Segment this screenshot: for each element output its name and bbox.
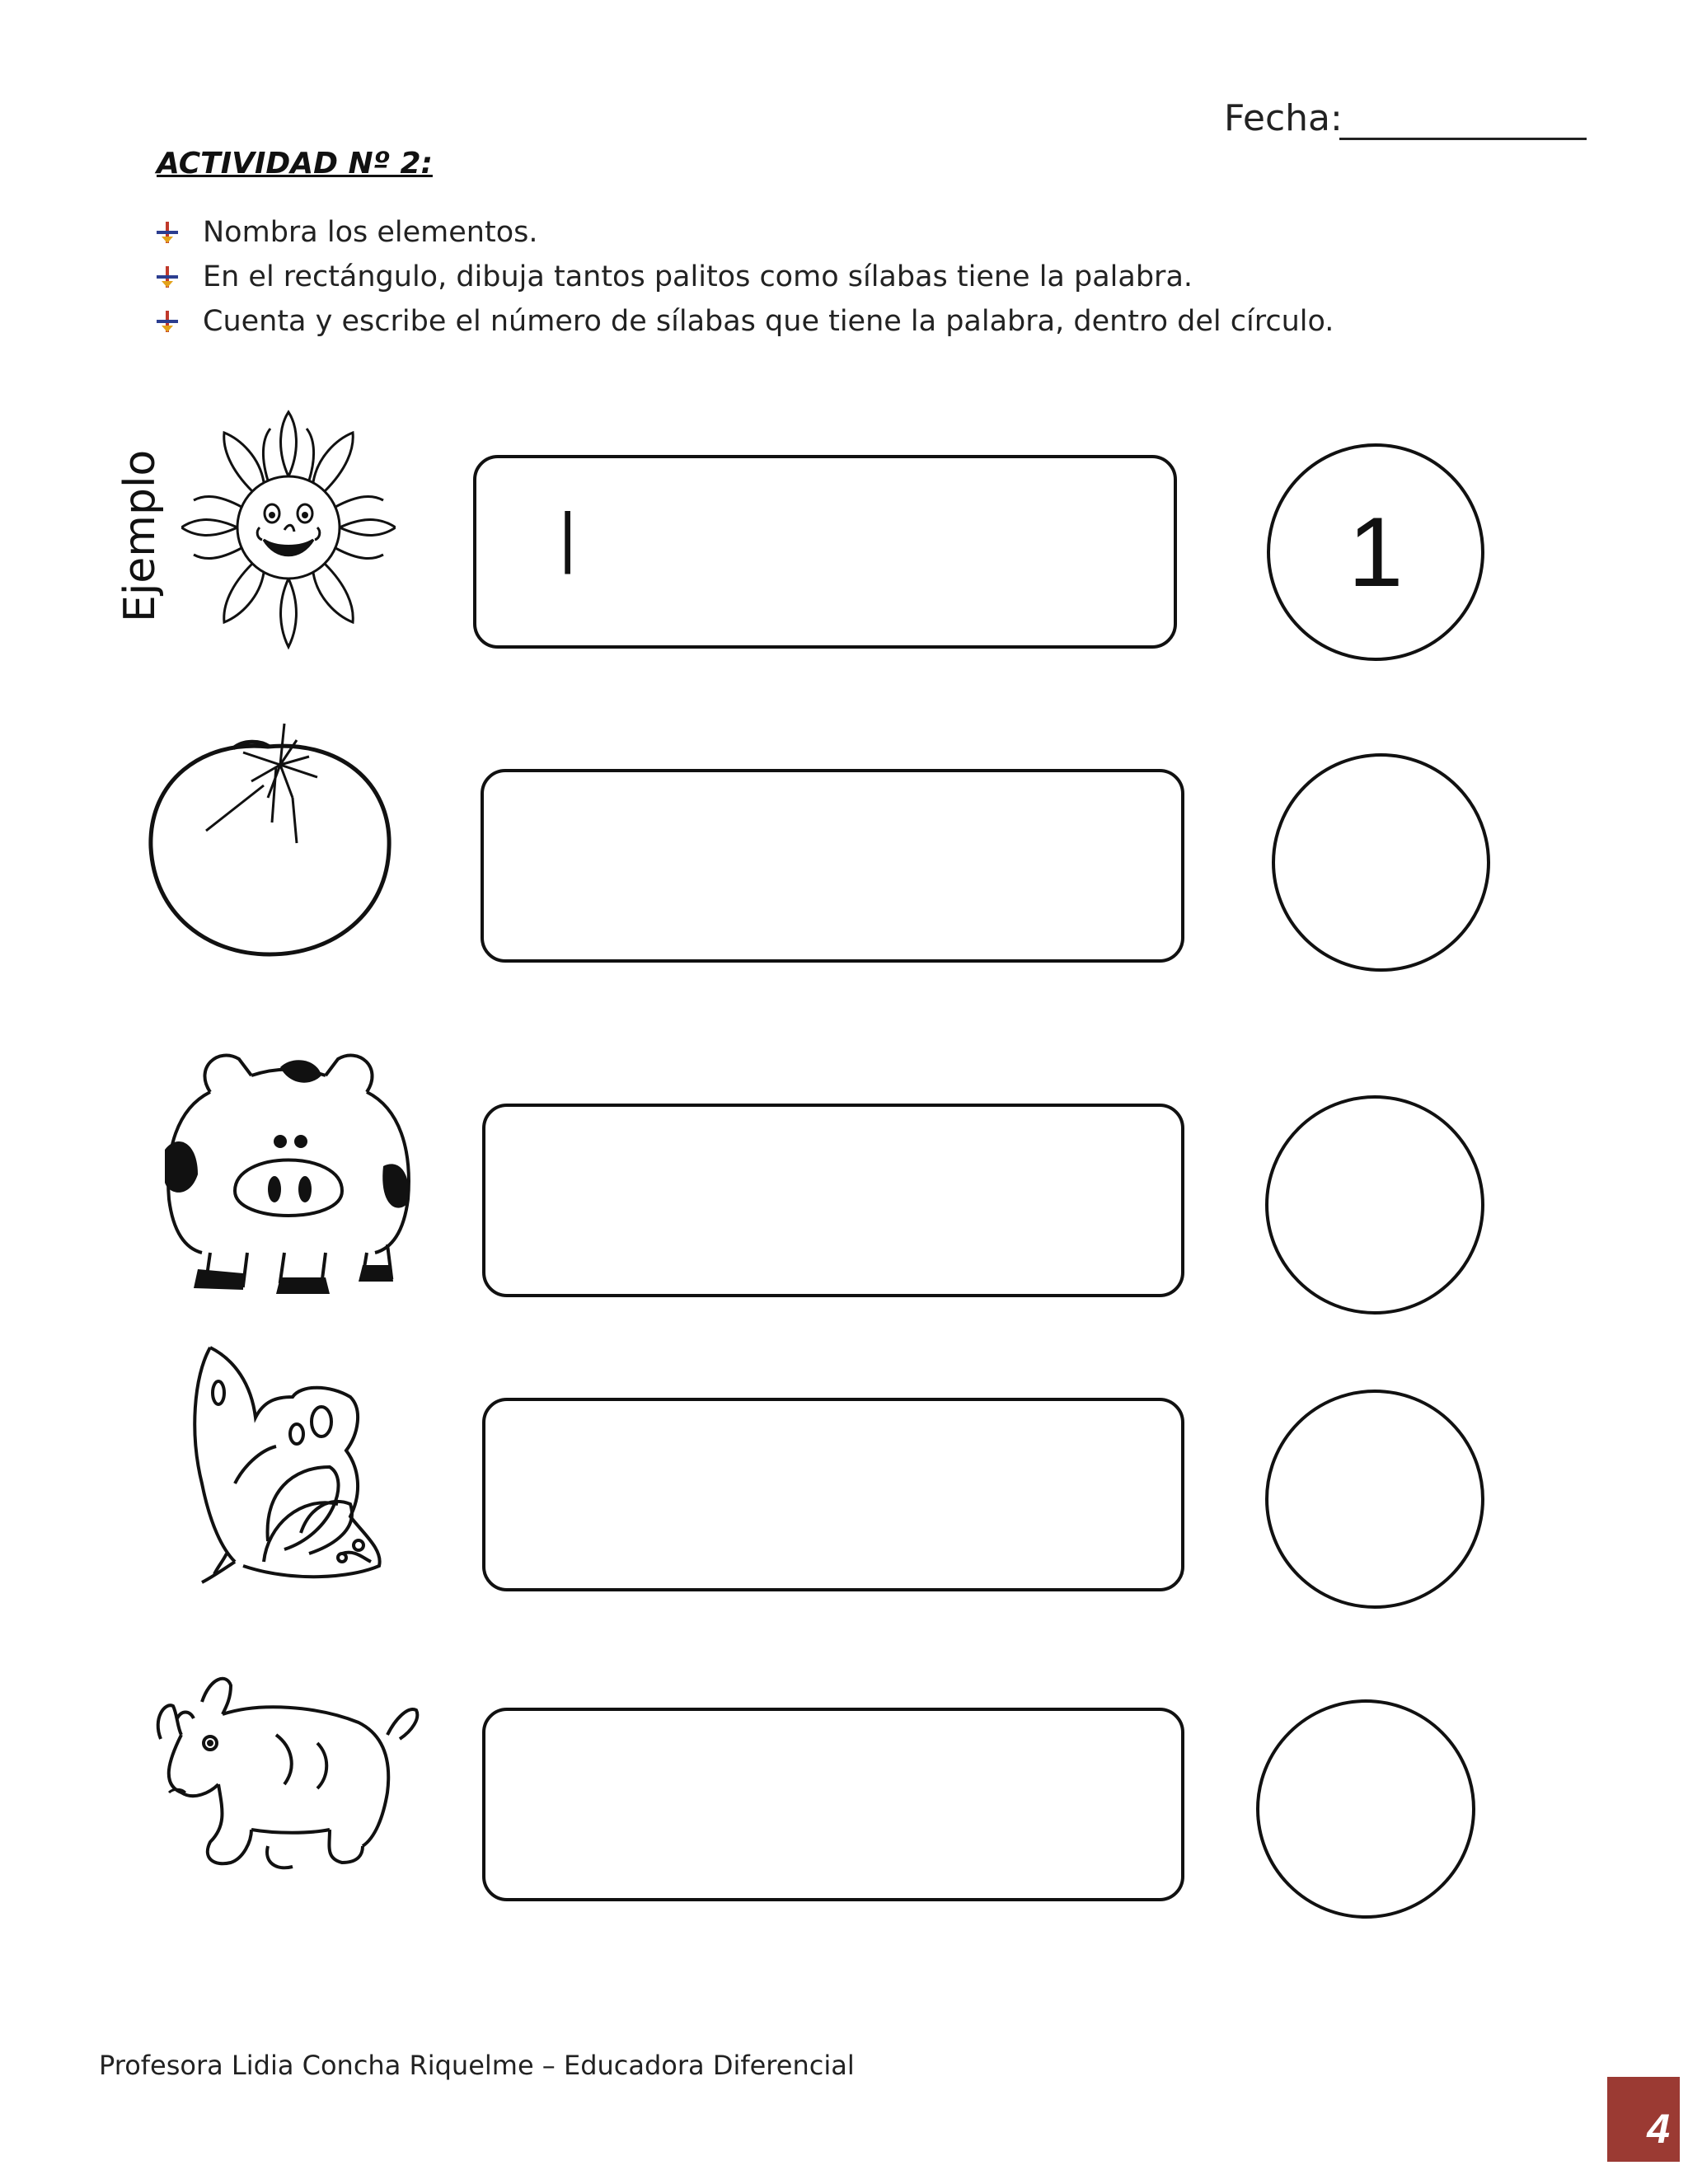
syllable-tick-mark: | <box>559 499 577 574</box>
instruction-text: Nombra los elementos. <box>203 216 538 249</box>
instructions-list <box>157 210 1334 344</box>
page-number-underline <box>1607 2159 1680 2162</box>
syllable-count-circle[interactable] <box>1265 1390 1484 1609</box>
syllable-count-circle[interactable] <box>1272 753 1490 972</box>
date-label: Fecha: <box>1224 97 1343 139</box>
instruction-text: Cuenta y escribe el número de sílabas que tiene la palabra, dentro del círculo. <box>203 305 1334 338</box>
syllable-box[interactable] <box>481 769 1184 963</box>
syllable-count-circle-example[interactable] <box>1267 443 1484 661</box>
activity-title: ACTIVIDAD Nº 2: <box>157 147 433 180</box>
date-input-line[interactable] <box>1339 138 1587 140</box>
tomato-icon <box>144 715 396 963</box>
footer-author: Profesora Lidia Concha Riquelme – Educadora Diferencial <box>99 2050 855 2081</box>
cow-icon <box>161 1043 416 1298</box>
syllable-box[interactable] <box>482 1104 1184 1297</box>
instruction-item <box>157 255 1334 299</box>
instruction-item <box>157 210 1334 255</box>
rhinoceros-icon <box>152 1669 424 1883</box>
arrow-bullet-icon <box>157 222 178 243</box>
arrow-bullet-icon <box>157 266 178 288</box>
sun-icon <box>181 408 396 651</box>
syllable-count-circle[interactable] <box>1256 1699 1475 1919</box>
butterfly-icon <box>185 1343 400 1591</box>
syllable-count-value: 1 <box>1348 497 1404 607</box>
arrow-bullet-icon <box>157 311 178 332</box>
page-number: 4 <box>1647 2106 1670 2152</box>
syllable-box[interactable] <box>482 1708 1184 1901</box>
syllable-box[interactable] <box>482 1398 1184 1591</box>
syllable-box-example[interactable] <box>473 455 1177 649</box>
instruction-text: En el rectángulo, dibuja tantos palitos como sílabas tiene la palabra. <box>203 260 1193 293</box>
page-number-badge <box>1607 2077 1680 2159</box>
instruction-item <box>157 299 1334 344</box>
syllable-count-circle[interactable] <box>1265 1095 1484 1315</box>
